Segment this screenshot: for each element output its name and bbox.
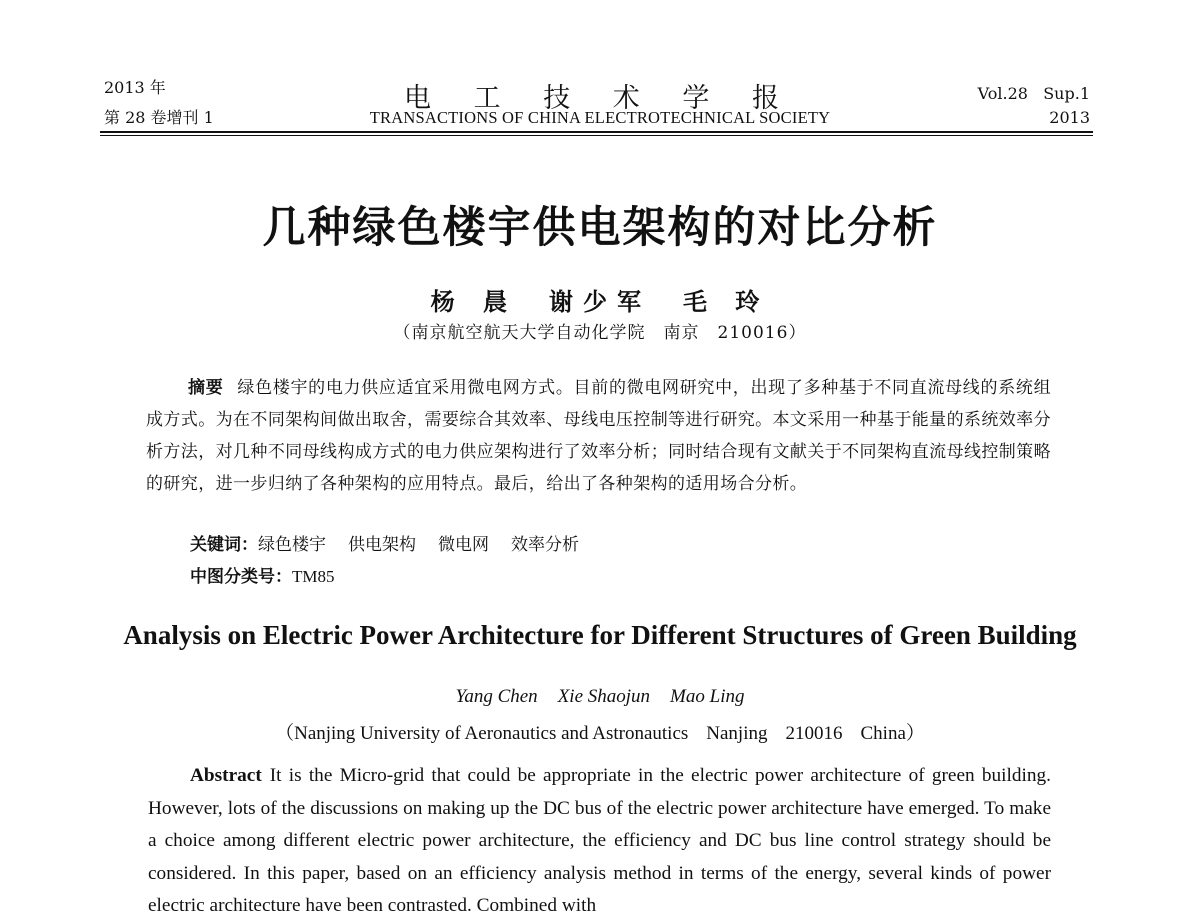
author-en: Xie Shaojun	[557, 686, 651, 707]
header-year-right: 2013	[1049, 108, 1090, 127]
affiliation-postcode: 210016	[785, 723, 843, 744]
keyword: 供电架构	[348, 535, 416, 555]
affiliation-cn: （南京航空航天大学自动化学院 南京 210016）	[393, 323, 807, 343]
keyword: 效率分析	[511, 535, 579, 555]
affiliation-university: Nanjing University of Aeronautics and Astronautics	[294, 723, 689, 744]
classification-value: TM85	[292, 567, 335, 586]
authors-cn	[0, 282, 1200, 317]
abstract-en-text: It is the Micro-grid that could be appropriate in the electric power architecture of green building. However, lots of the discussions on making up the DC bus of the electric power architecture have emerged. To make a choice among different electric power architecture, the efficiency and DC bus line control strategy should be considered. In this paper, based on an efficiency analysis method in terms of the energy, several kinds of power electric architecture have been contrasted. Combined with	[148, 765, 1051, 916]
affiliation-open: （	[275, 723, 295, 744]
keywords-cn	[190, 532, 601, 558]
affiliation-close: ）	[905, 723, 925, 744]
abstract-en-label: Abstract	[190, 765, 262, 786]
affiliation-en	[0, 718, 1200, 745]
header-volume-issue: 第 28 卷增刊 1	[104, 108, 214, 127]
abstract-en	[148, 760, 1051, 923]
header-vol: Vol.28	[977, 84, 1028, 103]
author-cn: 毛 玲	[683, 287, 770, 316]
header-year: 2013 年	[104, 78, 166, 97]
journal-title-cn: 电 工 技 术 学 报	[404, 83, 796, 114]
journal-title-en: TRANSACTIONS OF CHINA ELECTROTECHNICAL SOCIETY	[369, 108, 831, 127]
header-vol-sup	[978, 84, 1090, 104]
abstract-cn	[146, 372, 1051, 500]
author-cn: 杨 晨	[430, 287, 517, 316]
keyword: 微电网	[438, 535, 489, 555]
affiliation-country: China	[860, 723, 906, 744]
classification-label: 中图分类号：	[190, 567, 292, 587]
keywords-label: 关键词：	[190, 535, 258, 555]
header-rule-bottom	[100, 135, 1093, 136]
author-en: Yang Chen	[455, 686, 538, 707]
abstract-cn-text: 绿色楼宇的电力供应适宜采用微电网方式。目前的微电网研究中，出现了多种基于不同直流母线的系统组成方式。为在不同架构间做出取舍，需要综合其效率、母线电压控制等进行研究。本文采用一种基于能量的系统效率分析方法，对几种不同母线构成方式的电力供应架构进行了效率分析；同时结合现有文献关于不同架构直流母线控制策略的研究，进一步归纳了各种架构的应用特点。最后，给出了各种架构的适用场合分析。	[146, 378, 1051, 494]
classification-cn	[190, 564, 335, 590]
abstract-cn-label: 摘要	[188, 378, 224, 398]
author-en: Mao Ling	[670, 686, 745, 707]
header-sup: Sup.1	[1043, 84, 1090, 103]
author-cn: 谢少军	[549, 287, 651, 316]
affiliation-city: Nanjing	[706, 723, 768, 744]
paper-title-cn: 几种绿色楼宇供电架构的对比分析	[262, 203, 938, 253]
authors-en	[0, 686, 1200, 708]
keyword: 绿色楼宇	[258, 535, 326, 555]
header-rule-top	[100, 131, 1093, 133]
paper-title-en: Analysis on Electric Power Architecture for Different Structures of Green Building	[123, 620, 1077, 650]
